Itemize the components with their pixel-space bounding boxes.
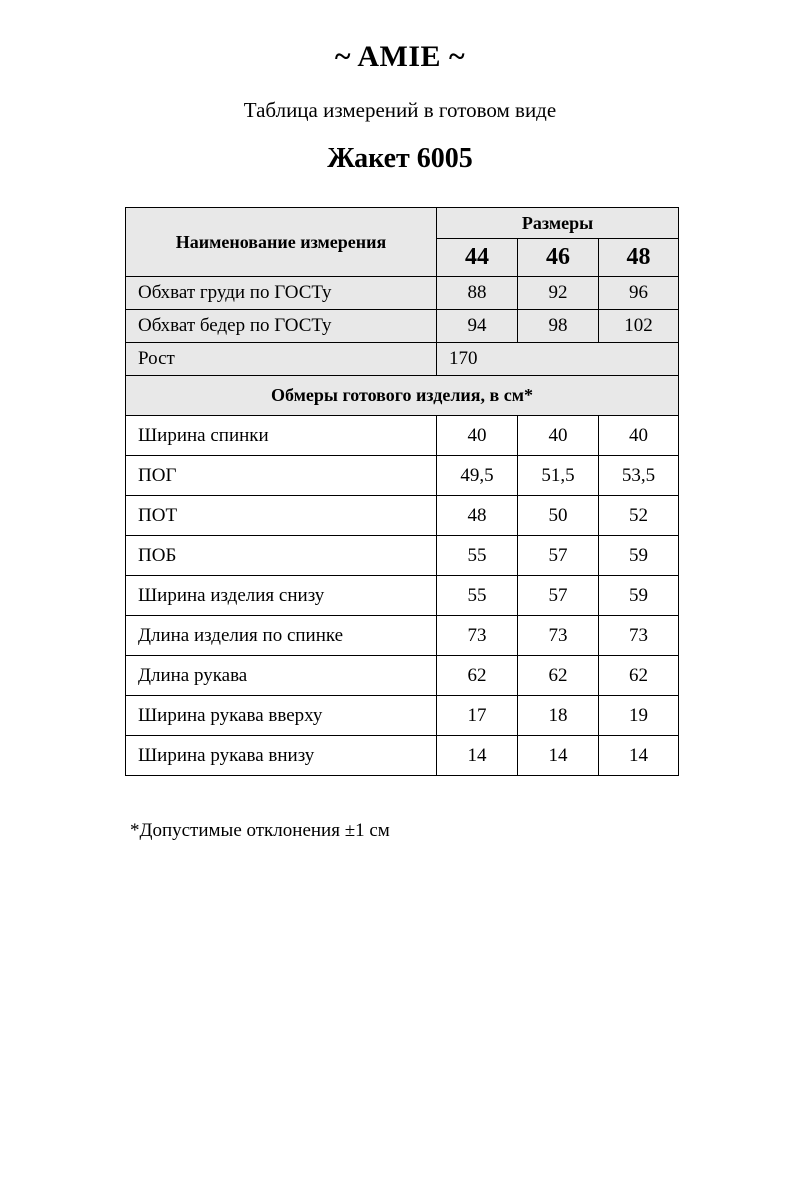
row-label: ПОТ <box>126 496 437 536</box>
tolerance-footnote: *Допустимые отклонения ±1 см <box>130 820 390 841</box>
size-44: 44 <box>437 239 518 277</box>
table-row <box>126 536 679 576</box>
row-value: 94 <box>437 310 518 343</box>
measurement-table <box>125 207 679 776</box>
row-label: ПОГ <box>126 456 437 496</box>
row-value: 92 <box>518 277 599 310</box>
row-value: 40 <box>437 416 518 456</box>
row-value: 14 <box>599 736 679 776</box>
table-row <box>126 496 679 536</box>
table-row <box>126 416 679 456</box>
table-row-chest <box>126 277 679 310</box>
row-value: 17 <box>437 696 518 736</box>
row-value: 62 <box>437 656 518 696</box>
row-value: 40 <box>518 416 599 456</box>
row-value: 88 <box>437 277 518 310</box>
row-value: 73 <box>437 616 518 656</box>
table-row <box>126 616 679 656</box>
row-value: 50 <box>518 496 599 536</box>
measurement-name-header: Наименование измерения <box>126 208 437 277</box>
section-title: Обмеры готового изделия, в см* <box>126 376 679 416</box>
row-label: Обхват бедер по ГОСТу <box>126 310 437 343</box>
table-row <box>126 656 679 696</box>
row-value: 49,5 <box>437 456 518 496</box>
product-title: Жакет 6005 <box>327 143 473 174</box>
table-row-height <box>126 343 679 376</box>
sizes-header: Размеры <box>437 208 679 239</box>
brand-title: ~ AMIE ~ <box>334 40 466 73</box>
row-value: 96 <box>599 277 679 310</box>
page-subtitle: Таблица измерений в готовом виде <box>243 98 557 122</box>
row-label: Рост <box>126 343 437 376</box>
row-label: Ширина изделия снизу <box>126 576 437 616</box>
row-label: Ширина рукава внизу <box>126 736 437 776</box>
table-row <box>126 696 679 736</box>
row-label: ПОБ <box>126 536 437 576</box>
row-value: 102 <box>599 310 679 343</box>
row-value: 170 <box>437 343 679 376</box>
table-row <box>126 456 679 496</box>
row-label: Длина рукава <box>126 656 437 696</box>
row-label: Ширина спинки <box>126 416 437 456</box>
row-value: 98 <box>518 310 599 343</box>
row-value: 52 <box>599 496 679 536</box>
row-label: Обхват груди по ГОСТу <box>126 277 437 310</box>
row-value: 59 <box>599 576 679 616</box>
row-value: 73 <box>518 616 599 656</box>
row-value: 73 <box>599 616 679 656</box>
row-value: 14 <box>518 736 599 776</box>
row-value: 14 <box>437 736 518 776</box>
row-value: 57 <box>518 536 599 576</box>
row-value: 55 <box>437 536 518 576</box>
row-value: 19 <box>599 696 679 736</box>
table-row-hips <box>126 310 679 343</box>
table-row <box>126 736 679 776</box>
row-value: 51,5 <box>518 456 599 496</box>
row-value: 48 <box>437 496 518 536</box>
row-value: 62 <box>518 656 599 696</box>
size-48: 48 <box>599 239 679 277</box>
row-value: 53,5 <box>599 456 679 496</box>
row-value: 55 <box>437 576 518 616</box>
row-value: 40 <box>599 416 679 456</box>
row-value: 62 <box>599 656 679 696</box>
size-46: 46 <box>518 239 599 277</box>
table-row <box>126 576 679 616</box>
row-label: Ширина рукава вверху <box>126 696 437 736</box>
row-value: 59 <box>599 536 679 576</box>
row-label: Длина изделия по спинке <box>126 616 437 656</box>
row-value: 57 <box>518 576 599 616</box>
row-value: 18 <box>518 696 599 736</box>
